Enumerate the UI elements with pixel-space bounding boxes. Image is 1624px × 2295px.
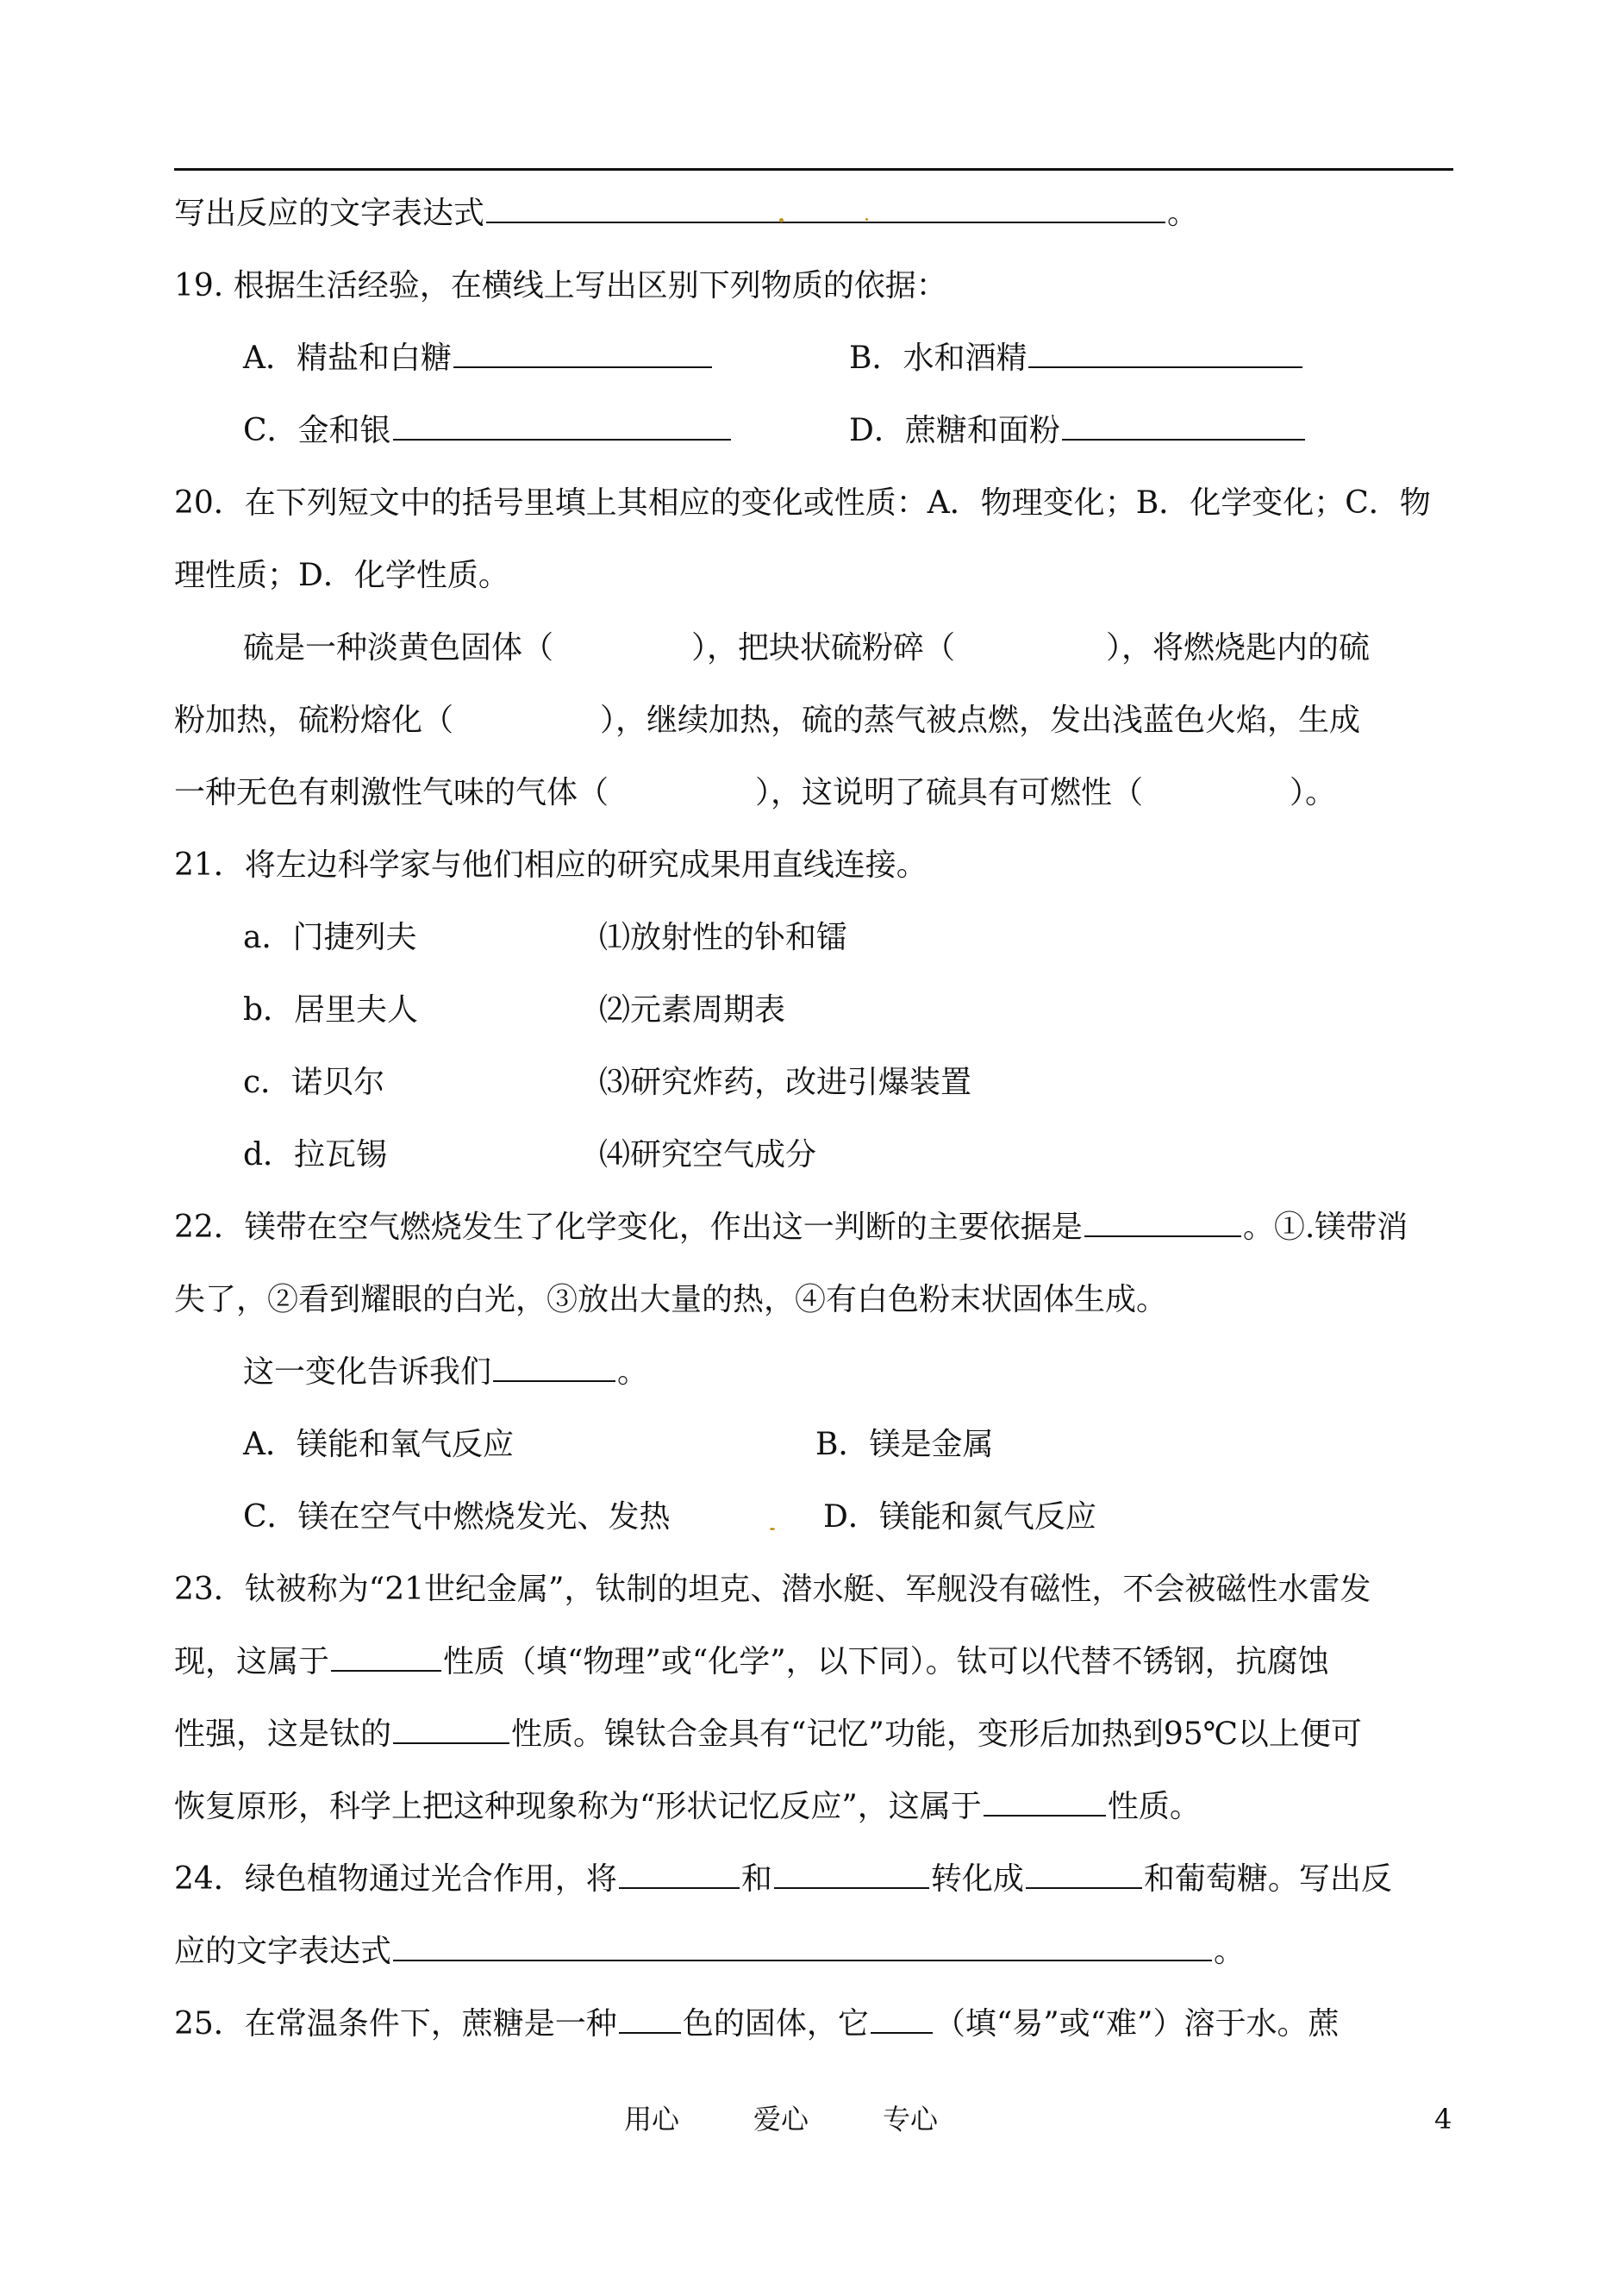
q21-scientist-c: c．诺贝尔 — [243, 1065, 385, 1100]
header-rule — [174, 168, 1453, 171]
answer-blank[interactable] — [331, 1644, 441, 1672]
answer-blank[interactable] — [619, 2006, 681, 2034]
q21-scientist-b: b．居里夫人 — [243, 992, 419, 1028]
footer-motto-3: 专心 — [883, 2103, 939, 2136]
question-19: 19. 根据生活经验，在横线上写出区别下列物质的依据： — [174, 268, 947, 303]
footer-motto-2: 爱心 — [753, 2103, 809, 2136]
question-22-cont: 失了，②看到耀眼的白光，③放出大量的热，④有白色粉末状固体生成。 — [174, 1282, 1168, 1317]
q21-scientist-a: a．门捷列夫 — [243, 920, 417, 955]
answer-blank[interactable] — [453, 341, 712, 368]
q19-option-c: C．金和银 — [243, 409, 733, 453]
q22-option-d: D．镁能和氮气反应 — [823, 1499, 1096, 1535]
q19-option-b: B．水和酒精 — [849, 336, 1304, 381]
q21-achievement-1: ⑴放射性的钋和镭 — [599, 920, 848, 955]
question-22: 22．镁带在空气燃烧发生了化学变化，作出这一判断的主要依据是 。①.镁带消 — [174, 1210, 1409, 1245]
question-23-line-3: 性强，这是钛的 性质。镍钛合金具有“记忆”功能，变形后加热到95℃以上便可 — [174, 1717, 1362, 1752]
page-number: 4 — [1434, 2103, 1452, 2136]
question-24-line-2: 应的文字表达式 。 — [174, 1934, 1246, 1969]
q20-passage-line-1: 硫是一种淡黄色固体（ ），把块状硫粉碎（ ），将燃烧匙内的硫 — [243, 630, 1371, 666]
answer-blank[interactable] — [393, 413, 731, 441]
q21-achievement-3: ⑶研究炸药，改进引爆装置 — [599, 1065, 972, 1100]
answer-blank[interactable] — [774, 1861, 929, 1889]
answer-blank[interactable] — [1028, 341, 1302, 368]
q22-option-b: B．镁是金属 — [815, 1427, 994, 1462]
answer-blank[interactable] — [393, 1934, 1212, 1961]
q20-passage-line-3: 一种无色有刺激性气味的气体（ ），这说明了硫具有可燃性（ ）。 — [174, 775, 1337, 810]
q22-option-c: C．镁在空气中燃烧发光、发热 — [243, 1499, 671, 1535]
q21-achievement-2: ⑵元素周期表 — [599, 992, 786, 1028]
question-20: 20．在下列短文中的括号里填上其相应的变化或性质：A．物理变化；B．化学变化；C．物 — [174, 485, 1431, 521]
answer-blank[interactable] — [1026, 1861, 1142, 1889]
q19-option-a: A．精盐和白糖 — [243, 336, 714, 381]
question-23: 23．钛被称为“21世纪金属”，钛制的坦克、潜水艇、军舰没有磁性，不会被磁性水雷发 — [174, 1572, 1371, 1607]
question-21: 21．将左边科学家与他们相应的研究成果用直线连接。 — [174, 847, 928, 883]
stray-dot — [779, 218, 784, 222]
stray-dot — [865, 218, 868, 221]
q22-sub: 这一变化告诉我们 。 — [243, 1354, 649, 1390]
reaction-expression-line: 写出反应的文字表达式 。 — [174, 196, 1199, 231]
answer-blank[interactable] — [1084, 1210, 1241, 1237]
q19-option-d: D．蔗糖和面粉 — [849, 409, 1307, 453]
question-24: 24．绿色植物通过光合作用，将 和 转化成 和葡萄糖。写出反 — [174, 1861, 1392, 1897]
q20-passage-line-2: 粉加热，硫粉熔化（ ），继续加热，硫的蒸气被点燃，发出浅蓝色火焰，生成 — [174, 703, 1361, 738]
question-23-line-4: 恢复原形，科学上把这种现象称为“形状记忆反应”，这属于 性质。 — [174, 1789, 1201, 1824]
stray-dot — [770, 1528, 775, 1530]
answer-blank[interactable] — [1062, 413, 1305, 441]
q22-option-a: A．镁能和氧气反应 — [243, 1427, 514, 1462]
answer-blank[interactable] — [619, 1861, 740, 1889]
answer-blank[interactable] — [984, 1789, 1106, 1817]
answer-blank[interactable] — [486, 196, 1165, 223]
q21-scientist-d: d．拉瓦锡 — [243, 1137, 388, 1173]
question-25: 25．在常温条件下，蔗糖是一种 色的固体，它 （填“易”或“难”）溶于水。蔗 — [174, 2006, 1340, 2042]
question-20-cont: 理性质；D．化学性质。 — [174, 558, 509, 593]
q21-achievement-4: ⑷研究空气成分 — [599, 1137, 817, 1173]
answer-blank[interactable] — [871, 2006, 933, 2034]
question-23-line-2: 现，这属于 性质（填“物理”或“化学”，以下同）。钛可以代替不锈钢，抗腐蚀 — [174, 1644, 1329, 1679]
answer-blank[interactable] — [493, 1354, 615, 1382]
footer-motto-1: 用心 — [624, 2103, 680, 2136]
answer-blank[interactable] — [393, 1717, 509, 1744]
